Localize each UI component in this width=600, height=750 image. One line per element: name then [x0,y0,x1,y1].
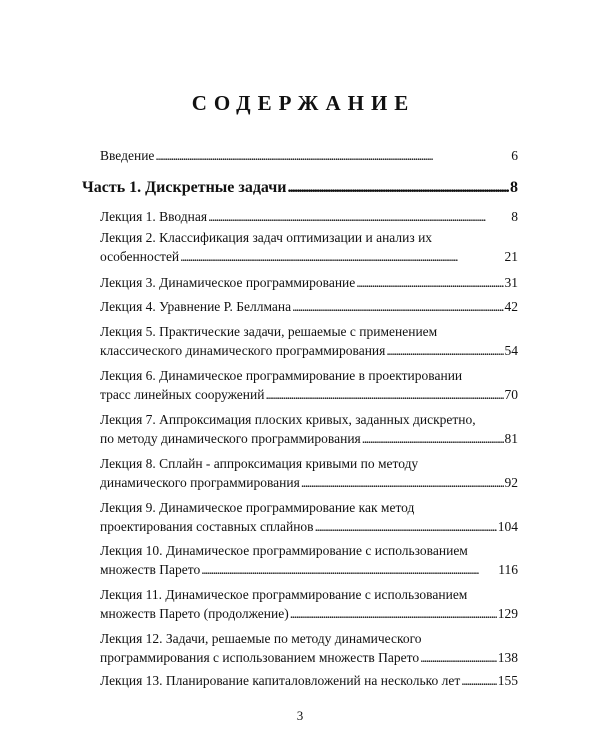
toc-page-number: 21 [504,249,518,264]
toc-entry-text: Лекция 11. Динамическое программирование с использованием [100,587,468,602]
toc-entry-text: Лекция 4. Уравнение Р. Беллмана [100,299,292,314]
toc-entry[interactable] [100,585,518,623]
toc-entry[interactable] [100,541,518,579]
toc-entry-text: Лекция 8. Сплайн - аппроксимация кривыми по методу [100,456,419,471]
toc-entry[interactable] [100,207,518,226]
toc-page-number: 155 [497,673,518,688]
dot-leader [301,473,504,492]
toc-entry-text: Лекция 10. Динамическое программирование с использованием [100,543,468,558]
toc-entry-text: Лекция 13. Планирование капиталовложений на несколько лет [100,673,461,688]
toc-entry-text: по методу динамического программирования [100,431,361,446]
toc-entry[interactable] [100,454,518,492]
toc-entry-text: особенностей [100,249,180,264]
toc-entry-text: Лекция 6. Динамическое программирование в проектировании [100,368,463,383]
toc-entry[interactable] [100,498,518,536]
toc-page-number: 92 [504,475,518,490]
dot-leader [208,207,510,226]
toc-entry-text: Часть 1. Дискретные задачи [82,179,287,196]
toc-entry[interactable] [100,322,518,360]
toc-page-number: 8 [511,209,518,224]
toc-entry-text: Лекция 9. Динамическое программирование как метод [100,500,415,515]
toc-page-number: 116 [498,562,518,577]
dot-leader [155,146,510,165]
toc-page-number: 42 [504,299,518,314]
dot-leader [292,297,503,316]
toc-entry[interactable] [100,366,518,404]
toc-entry-text: Лекция 5. Практические задачи, решаемые с применением [100,324,438,339]
toc-entry-text: Лекция 3. Динамическое программирование [100,275,356,290]
dot-leader [201,560,497,579]
dot-leader [288,178,509,198]
dot-leader [356,273,503,292]
toc-entry-text: множеств Парето [100,562,201,577]
dot-leader [315,517,497,536]
toc-entry-text: трасс линейных сооружений [100,387,265,402]
toc-page-number: 8 [510,179,518,196]
toc-page-number: 70 [504,387,518,402]
toc-page-number: 54 [504,343,518,358]
toc-entry[interactable] [100,629,518,667]
toc-page-number: 104 [497,519,518,534]
toc-entry[interactable] [100,297,518,316]
toc-page-number: 31 [504,275,518,290]
toc-entry-text: динамического программирования [100,475,300,490]
dot-leader [265,385,503,404]
toc-entry-text: программирования с использованием множеств Парето [100,650,420,665]
dot-leader [290,604,497,623]
toc-entry-text: Лекция 12. Задачи, решаемые по методу динамического [100,631,422,646]
toc-entry[interactable] [100,410,518,448]
dot-leader [386,341,503,360]
toc-entry-text: Лекция 1. Вводная [100,209,208,224]
dot-leader [461,671,497,690]
toc-page-number: 81 [504,431,518,446]
toc-page-number: 129 [497,606,518,621]
toc-entry[interactable] [100,228,518,266]
toc-entry-text: проектирования составных сплайнов [100,519,314,534]
toc-entry-text: множеств Парето (продолжение) [100,606,289,621]
toc-entry[interactable] [100,146,518,165]
toc-entry[interactable] [82,178,518,198]
page-title: СОДЕРЖАНИЕ [191,91,416,115]
dot-leader [420,648,497,667]
toc-entry[interactable] [100,273,518,292]
toc-page-number: 6 [511,148,518,163]
toc-entry-text: Лекция 2. Классификация задач оптимизации и анализ их [100,230,433,245]
dot-leader [362,429,504,448]
toc-entry-text: Введение [100,148,155,163]
toc-entry-text: Лекция 7. Аппроксимация плоских кривых, заданных дискретно, [100,412,476,427]
dot-leader [180,247,503,266]
toc-page-number: 138 [497,650,518,665]
page-number: 3 [296,708,304,723]
toc-entry[interactable] [100,671,518,690]
toc-entry-text: классического динамического программирования [100,343,386,358]
